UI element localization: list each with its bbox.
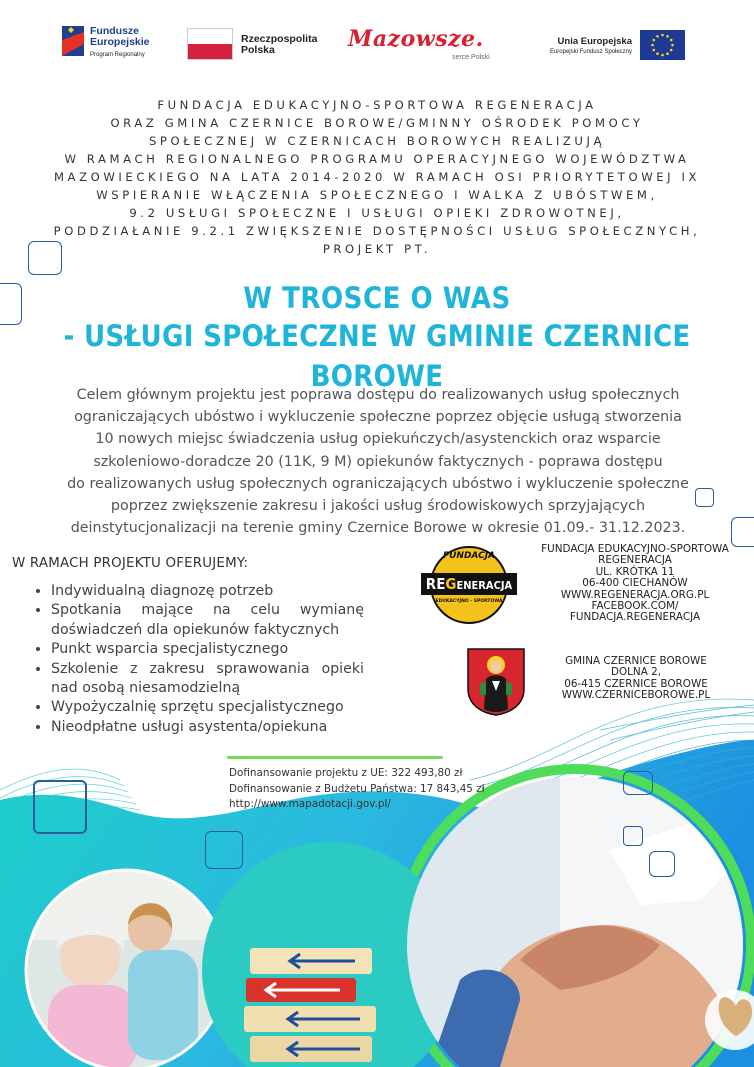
org1-line: FUNDACJA EDUKACYJNO-SPORTOWA [541,543,729,555]
funding-link[interactable]: http://www.mapadotacji.gov.pl/ [229,798,391,811]
offer-heading: W RAMACH PROJEKTU OFERUJEMY: [12,556,249,571]
regeneracja-g: G [445,575,457,593]
regeneracja-top: FUNDACJA [442,551,496,561]
unia-europejska-logo [537,30,687,64]
description-line: 10 nowych miejsc świadczenia usług opiekuńczych/asystenckich oraz wsparcie [95,431,661,448]
offer-item: • Wypożyczalnię sprzętu specjalistycznego [51,698,364,717]
offer-item: • Spotkania mające na celu wymianę doświadczeń dla opiekunów faktycznych [51,601,364,640]
regeneracja-bottom: EDUKACYJNO - SPORTOWA [435,599,503,604]
org1-line: REGENERACJA [598,554,672,567]
ue-line1: Unia Europejska [557,36,632,47]
intro-line: 9.2 USŁUGI SPOŁECZNE I USŁUGI OPIEKI ZDROWOTNEJ, [129,206,625,220]
eu-flag-icon [640,30,685,60]
funding-line: Dofinansowanie projektu z UE: 322 493,80 zł [229,767,463,779]
offer-item: • Punkt wsparcia specjalistycznego [51,640,364,659]
description-line: deinstytucjonalizacji na terenie gminy Czernice Borowe w okresie 01.09.- 31.12.2023. [70,520,686,537]
title-line-1: W TROSCE O WAS [243,281,511,315]
deco-square [649,851,675,877]
org1-line: FACEBOOK.COM/ [591,600,679,613]
title-line-2: - USŁUGI SPOŁECZNE W GMINIE CZERNICE BOROWE [63,319,691,393]
deco-square [623,826,643,846]
fe-line2: Europejskie [90,36,150,48]
org-regeneracja-address [528,544,742,624]
funding-line: Dofinansowanie z Budżetu Państwa: 17 843,45 zł [229,782,485,795]
deco-square [731,517,754,547]
intro-line: SPOŁECZNEJ W CZERNICACH BOROWYCH REALIZUJĄ [148,134,606,148]
intro-line: WSPIERANIE WŁĄCZENIA SPOŁECZNEGO I WALKA Z UBÓSTWEM, [96,188,658,202]
regeneracja-logo [421,546,517,624]
offer-item: • Nieodpłatne usługi asystenta/opiekuna [51,718,364,737]
rp-line2: Polska [241,44,275,56]
project-description [40,384,716,539]
mazowsze-logo [348,26,508,70]
logo-strip [0,18,754,72]
description-line: ograniczających ubóstwo i wykluczenie społeczne poprzez objęcie usługą stworzenia [74,409,682,426]
deco-square [205,831,243,869]
org1-line: 06-400 CIECHANÓW [582,577,688,590]
org2-line: 06-415 CZERNICE BOROWE [564,677,708,690]
org2-line: GMINA CZERNICE BOROWE [565,655,707,667]
intro-line: W RAMACH REGIONALNEGO PROGRAMU OPERACYJNEGO WOJEWÓDZTWA [64,152,690,166]
offer-item: • Szkolenie z zakresu sprawowania opieki nad osobą niesamodzielną [51,660,364,699]
offer-item: • Indywidualną diagnozę potrzeb [51,582,364,601]
description-line: Celem głównym projektu jest poprawa dostępu do realizowanych usług społecznych [76,387,680,403]
project-title [0,280,754,396]
description-line: poprzez zwiększenie zakresu i jakości usług środowiskowych sprzyjających [110,498,646,515]
deco-square [33,780,87,834]
description-line: do realizowanych usług społecznych ograniczających ubóstwo i wykluczenie społeczne [67,475,689,492]
ue-line2: Europejski Fundusz Społeczny [549,49,632,55]
regeneracja-re: RE [425,575,446,593]
intro-line: PODDZIAŁANIE 9.2.1 ZWIĘKSZENIE DOSTĘPNOŚCI USŁUG SPOŁECZNYCH, [53,224,701,238]
description-line: szkoleniowo-doradcze 20 (11K, 9 M) opiekunów faktycznych - poprawa dostępu [93,453,663,470]
fundusze-europejskie-logo [62,26,172,68]
accent-divider [227,756,443,759]
org1-line: WWW.REGENERACJA.ORG.PL [560,588,710,601]
org1-line: FUNDACJA.REGENERACJA [569,611,701,624]
intro-line: FUNDACJA EDUKACYJNO-SPORTOWA REGENERACJA [157,98,597,112]
rzeczpospolita-logo [187,28,327,62]
org1-line: UL. KRÓTKA 11 [595,565,675,578]
intro-line: MAZOWIECKIEGO NA LATA 2014-2020 W RAMACH OSI PRIORYTETOWEJ IX [53,170,701,184]
fe-flag-icon [62,26,84,56]
intro-text [10,96,744,258]
offer-list [35,582,364,737]
regeneracja-rest: ENERACJA [456,579,513,592]
org-gmina-address [540,656,732,702]
gmina-coat-of-arms-icon [466,647,526,717]
intro-line: ORAZ GMINA CZERNICE BOROWE/GMINNY OŚRODEK POMOCY [110,116,644,130]
mazowsze-tagline: serce Polski [452,54,490,61]
mazowsze-name: Mazowsze. [348,26,484,52]
deco-square [623,771,653,795]
intro-line: PROJEKT PT. [322,242,432,256]
rp-line1: Rzeczpospolita [241,33,318,45]
org2-line: WWW.CZERNICEBOROWE.PL [561,689,711,702]
fe-line1: Fundusze [90,25,139,37]
fe-line3: Program Regionalny [90,52,145,58]
org2-line: DOLNA 2, [610,666,662,679]
funding-info [229,766,485,813]
